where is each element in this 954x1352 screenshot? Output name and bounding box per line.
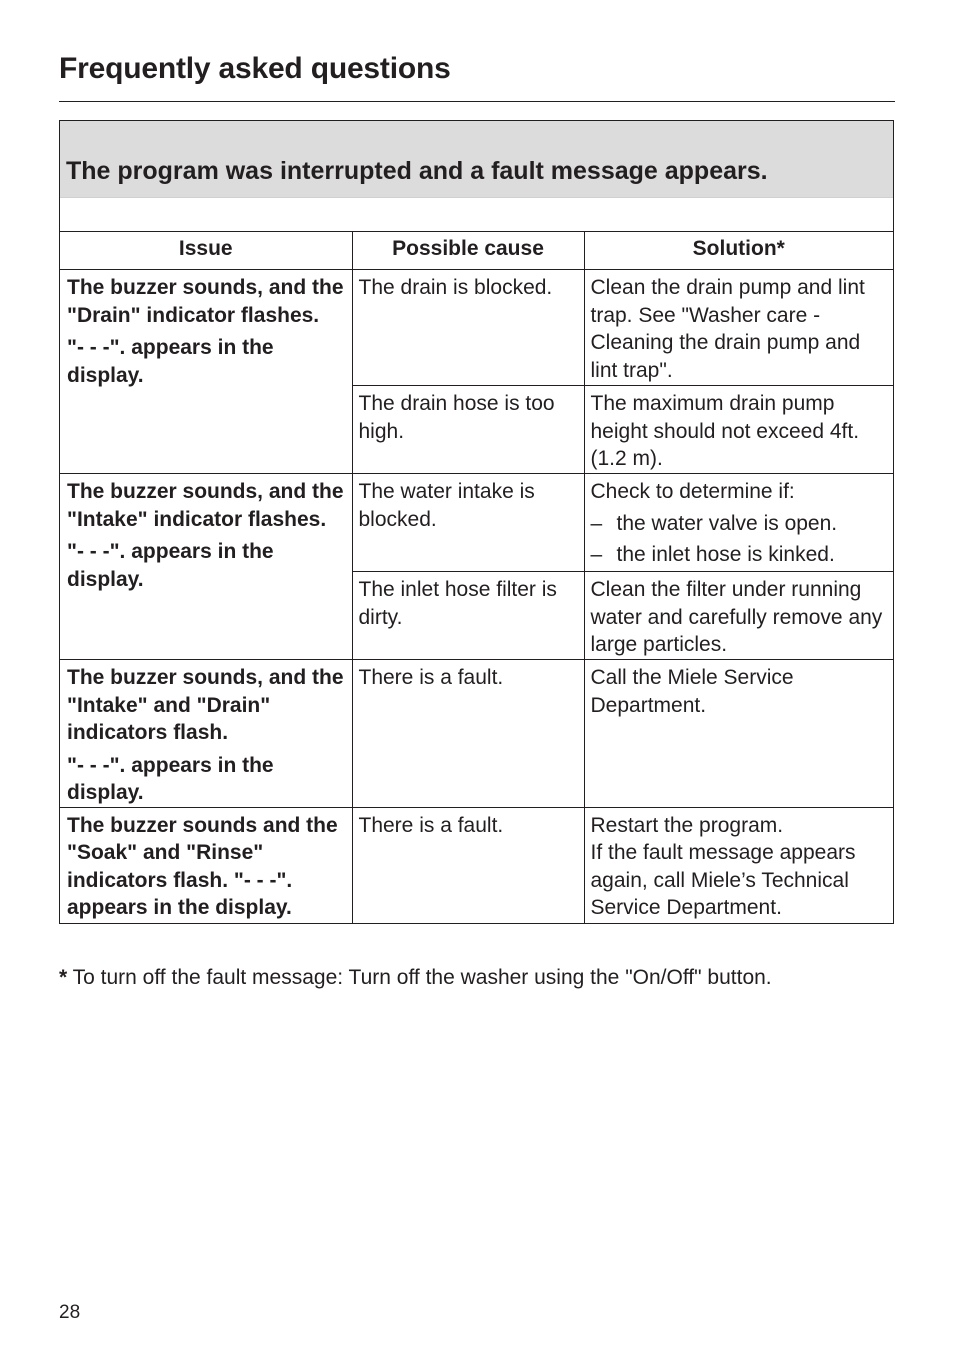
footnote-marker: *: [59, 966, 68, 989]
dash-bullet: –: [590, 511, 603, 535]
table-row: [60, 660, 893, 808]
list-item-text: the inlet hose is kinked.: [616, 543, 835, 566]
table-row: [60, 474, 893, 572]
list-item: [591, 510, 888, 538]
cause-cell: There is a fault.: [352, 807, 584, 923]
issue-cell: [60, 270, 352, 474]
section-heading: The program was interrupted and a fault message appears.: [66, 157, 768, 185]
issue-text: The buzzer sounds and the "Soak" and "Rinse" indicators flash. "- - -". appears in the display.: [67, 813, 338, 919]
issue-cell: [60, 807, 352, 923]
title-divider: [59, 101, 895, 102]
list-item: [591, 541, 888, 569]
cause-cell: The inlet hose filter is dirty.: [352, 572, 584, 660]
column-header-solution: Solution*: [584, 232, 893, 270]
cause-cell: The water intake is blocked.: [352, 474, 584, 572]
table-header-row: [60, 232, 893, 270]
column-header-issue: Issue: [60, 232, 352, 270]
footnote-text: To turn off the fault message: Turn off the washer using the "On/Off" button.: [67, 966, 772, 989]
issue-display-text: "- - -". appears in the display.: [67, 753, 274, 804]
solution-line: Restart the program.: [590, 813, 784, 837]
solution-cell: Call the Miele Service Department.: [584, 660, 893, 808]
solution-cell: The maximum drain pump height should not exceed 4ft. (1.2 m).: [584, 386, 893, 474]
cause-cell: The drain hose is too high.: [352, 386, 584, 474]
solution-cell: Clean the drain pump and lint trap. See "Washer care - Cleaning the drain pump and lint trap".: [584, 270, 893, 386]
cause-cell: The drain is blocked.: [352, 270, 584, 386]
list-item-text: the water valve is open.: [616, 511, 838, 535]
column-header-cause: Possible cause: [352, 232, 584, 270]
page-number: 28: [59, 1302, 81, 1323]
faq-section: [59, 120, 894, 924]
page-title: Frequently asked questions: [59, 52, 451, 85]
section-header: [60, 121, 893, 198]
footnote: [59, 966, 919, 990]
troubleshooting-table: [60, 232, 893, 924]
issue-display-text: "- - -". appears in the display.: [67, 336, 274, 387]
table-row: [60, 807, 893, 923]
issue-cell: [60, 660, 352, 808]
issue-text: The buzzer sounds, and the "Intake" and "Drain" indicators flash.: [67, 666, 344, 744]
issue-text: The buzzer sounds, and the "Intake" indicator flashes.: [67, 480, 344, 531]
solution-intro: Check to determine if:: [590, 480, 795, 503]
solution-cell: Clean the filter under running water and carefully remove any large particles.: [584, 572, 893, 660]
dash-bullet: –: [590, 543, 603, 566]
section-spacer: [60, 198, 893, 232]
cause-cell: There is a fault.: [352, 660, 584, 808]
solution-cell: [584, 807, 893, 923]
issue-display-text: "- - -". appears in the display.: [67, 540, 274, 591]
table-row: [60, 270, 893, 386]
solution-cell: [584, 474, 893, 572]
issue-cell: [60, 474, 352, 660]
solution-line: If the fault message appears again, call Miele’s Technical Service Department.: [590, 841, 856, 919]
issue-text: The buzzer sounds, and the "Drain" indicator flashes.: [67, 276, 344, 327]
